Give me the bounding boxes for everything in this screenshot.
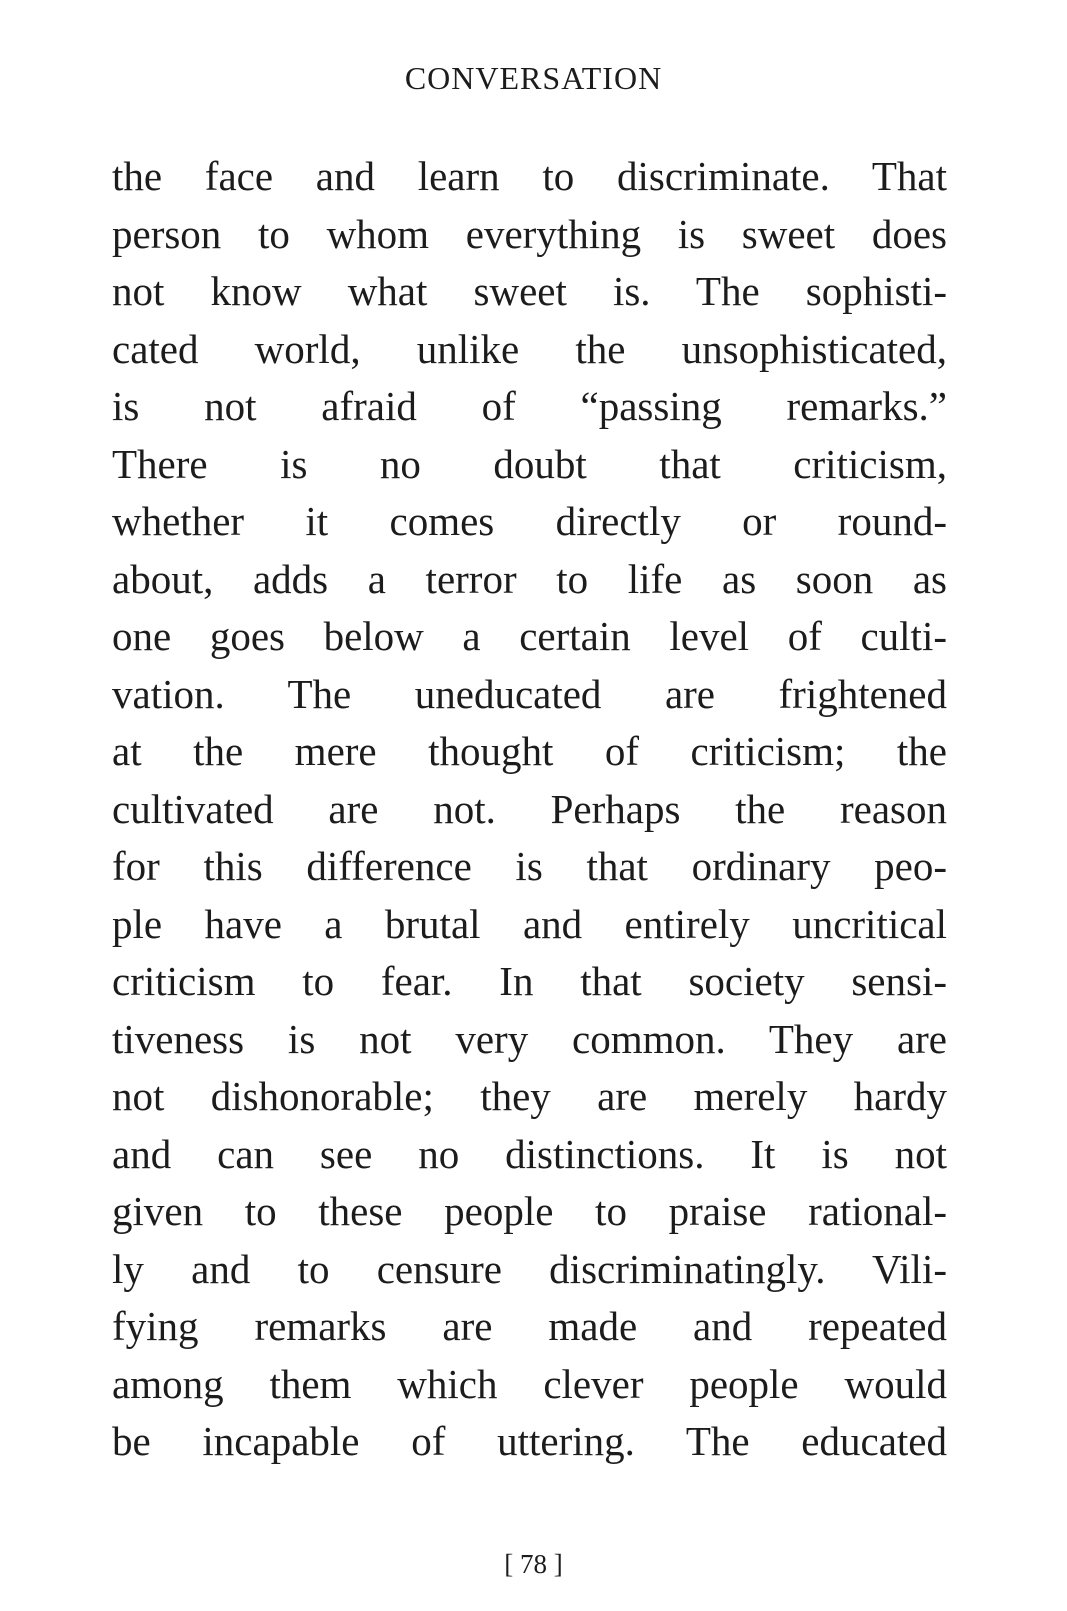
running-head: CONVERSATION <box>404 60 663 96</box>
body-text <box>112 148 947 1471</box>
text-line: be incapable of uttering. The educated <box>112 1418 947 1464</box>
text-line: and can see no distinctions. It is not <box>112 1130 947 1177</box>
text-line: criticism to fear. In that society sensi- <box>112 958 947 1004</box>
text-line: the face and learn to discriminate. That <box>112 153 947 199</box>
text-line: among them which clever people would <box>112 1360 947 1407</box>
text-line: about, adds a terror to life as soon as <box>112 555 947 602</box>
text-line: given to these people to praise rational- <box>112 1188 947 1234</box>
text-line: one goes below a certain level of culti- <box>112 613 947 659</box>
text-line: fying remarks are made and repeated <box>112 1303 947 1349</box>
text-line: not dishonorable; they are merely hardy <box>112 1073 947 1119</box>
text-line: ple have a brutal and entirely uncritical <box>112 900 947 947</box>
text-line: at the mere thought of criticism; the <box>112 728 947 774</box>
text-line: tiveness is not very common. They are <box>112 1015 947 1062</box>
text-line: vation. The uneducated are frightened <box>112 670 947 717</box>
text-line: person to whom everything is sweet does <box>112 210 947 257</box>
text-line: is not afraid of “passing remarks.” <box>112 383 947 429</box>
text-line: cultivated are not. Perhaps the reason <box>112 785 947 832</box>
text-line: ly and to censure discriminatingly. Vili- <box>112 1245 947 1292</box>
page-number: [ 78 ] <box>504 1549 563 1579</box>
text-line: whether it comes directly or round- <box>112 498 947 544</box>
text-line: for this difference is that ordinary peo- <box>112 843 947 889</box>
text-line: not know what sweet is. The sophisti- <box>112 268 947 314</box>
text-line: There is no doubt that criticism, <box>112 440 947 487</box>
text-line: cated world, unlike the unsophisticated, <box>112 325 947 372</box>
